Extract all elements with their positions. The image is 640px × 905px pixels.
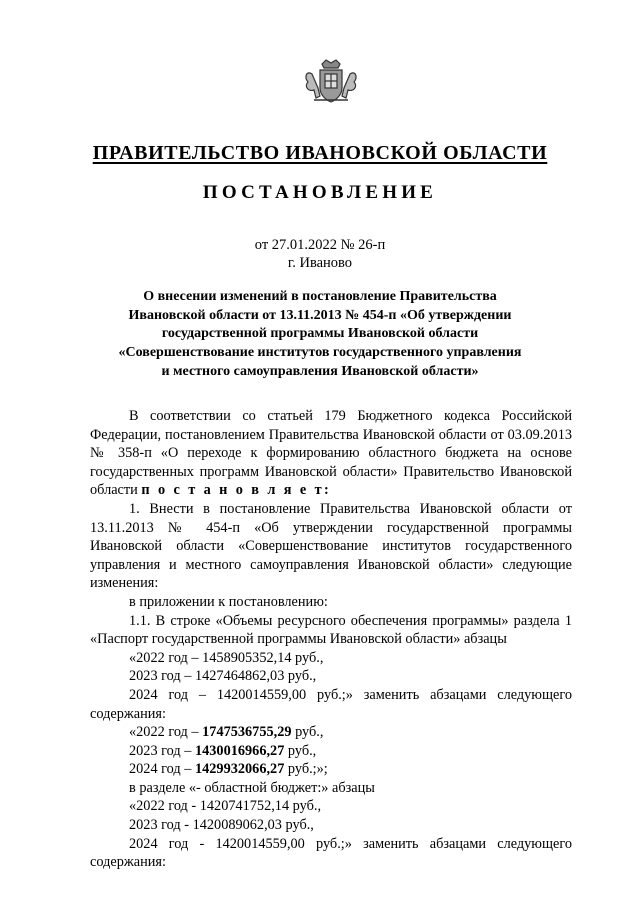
old-regional-2023: 2023 год - 1420089062,03 руб.,: [129, 817, 314, 834]
subject-line: и местного самоуправления Ивановской области»: [161, 363, 479, 379]
amount-value: 1429932066,27: [194, 761, 285, 778]
org-title: ПРАВИТЕЛЬСТВО ИВАНОВСКОЙ ОБЛАСТИ: [92, 142, 548, 164]
preamble-text: В соответствии со статьей 179 Бюджетного кодекса Российской Федерации, постановлением Правительства Ивановской области от 03.09.2013 № 358-п «О переходе к формированию областного бюджета на основе государственных программ Ивановской области» Правительство Ивановской области: [90, 408, 572, 499]
old-amount-2023: 2023 год – 1427464862,03 руб.,: [129, 668, 317, 685]
currency-label: руб.;»;: [284, 761, 328, 778]
document-body: [90, 407, 572, 872]
subject-line: Ивановской области от 13.11.2013 № 454-п «Об утверждении: [128, 307, 512, 323]
new-amount-2024: [90, 760, 572, 779]
annex-note: в приложении к постановлению:: [129, 593, 328, 610]
decree-word: п о с т а н о в л я е т:: [141, 482, 332, 499]
item-1: 1. Внести в постановление Правительства Ивановской области от 13.11.2013 № 454-п «Об утверждении государственной программы Ивановской области «Совершенствование институтов государственного управления и местного самоуправления Ивановской области» следующие изменения:: [90, 500, 572, 592]
new-amount-2022: [90, 723, 572, 742]
document-subject: [90, 288, 550, 382]
amount-value: 1430016966,27: [194, 742, 285, 759]
item-1-1: 1.1. В строке «Объемы ресурсного обеспечения программы» раздела 1 «Паспорт государственной программы Ивановской области» абзацы: [90, 612, 572, 648]
year-label: «2022 год –: [129, 724, 203, 741]
old-regional-2022: «2022 год - 1420741752,14 руб.,: [129, 798, 322, 815]
year-label: 2023 год –: [129, 742, 195, 759]
document-meta: [0, 236, 640, 272]
subject-line: О внесении изменений в постановление Правительства: [143, 289, 497, 304]
old-amount-2022: «2022 год – 1458905352,14 руб.,: [129, 649, 324, 666]
currency-label: руб.,: [291, 724, 324, 741]
regional-budget-section: в разделе «- областной бюджет:» абзацы: [129, 779, 375, 796]
preamble-paragraph: [90, 407, 572, 500]
old-regional-2024: 2024 год - 1420014559,00 руб.;» заменить абзацами следующего содержания:: [90, 835, 572, 871]
coat-of-arms-icon: [302, 58, 360, 104]
currency-label: руб.,: [284, 742, 317, 759]
new-amount-2023: [90, 742, 572, 761]
city: г. Иваново: [287, 255, 353, 271]
date-number: от 27.01.2022 № 26-п: [254, 237, 386, 253]
year-label: 2024 год –: [129, 761, 195, 778]
old-amount-2024: 2024 год – 1420014559,00 руб.;» заменить абзацами следующего содержания:: [90, 686, 572, 722]
subject-line: государственной программы Ивановской области: [161, 326, 479, 342]
document-type: ПОСТАНОВЛЕНИЕ: [202, 182, 438, 203]
amount-value: 1747536755,29: [202, 724, 292, 741]
subject-line: «Совершенствование институтов государственного управления: [118, 345, 522, 361]
